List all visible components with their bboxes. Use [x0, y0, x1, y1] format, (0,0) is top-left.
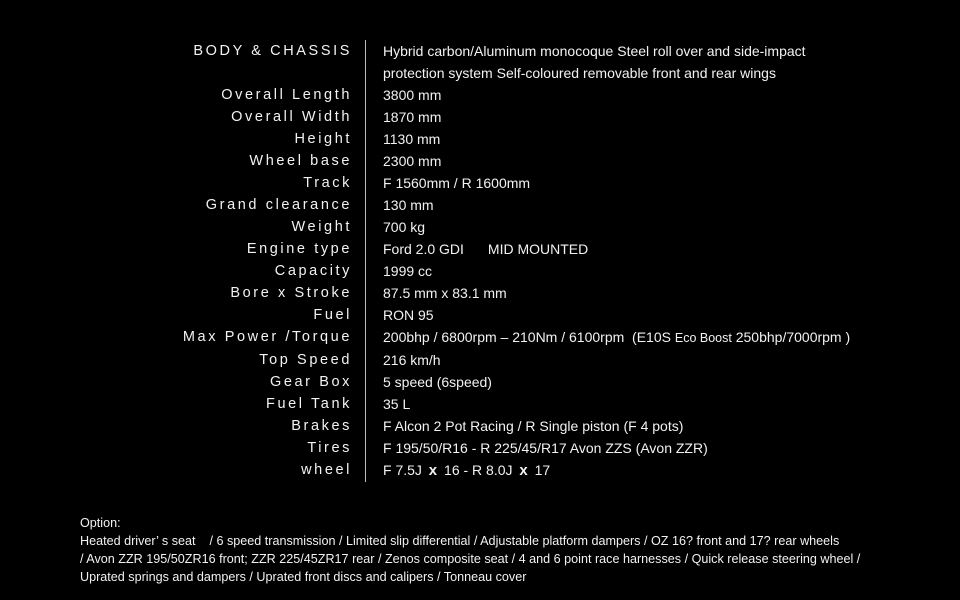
spec-row-height — [0, 128, 960, 150]
spec-row-bore-stroke — [0, 282, 960, 304]
spec-value: 35 L — [383, 396, 411, 412]
spec-label: Overall Width — [231, 109, 352, 125]
divider — [365, 415, 366, 437]
spec-value: 3800 mm — [383, 87, 442, 103]
spec-label: Grand clearance — [205, 197, 352, 213]
divider — [365, 150, 366, 172]
body-chassis-line2: protection system Self-coloured removable front and rear wings — [383, 65, 776, 81]
divider — [365, 172, 366, 194]
divider — [365, 238, 366, 260]
spec-table — [0, 40, 960, 482]
spec-value: 87.5 mm x 83.1 mm — [383, 285, 507, 301]
engine-mount: MID MOUNTED — [487, 241, 589, 257]
engine-model: Ford 2.0 GDI — [383, 241, 464, 257]
divider — [365, 194, 366, 216]
spec-value: F Alcon 2 Pot Racing / R Single piston (F 4 pots) — [383, 418, 684, 434]
divider — [365, 459, 366, 482]
spec-label: Wheel base — [249, 153, 352, 169]
spec-value: 2300 mm — [383, 153, 442, 169]
multiply-sign: x — [519, 462, 528, 479]
spec-row-overall-length — [0, 84, 960, 106]
spec-row-gear-box — [0, 371, 960, 393]
power-option-eco: Eco Boost — [674, 331, 732, 345]
wheel-front: F 7.5J — [383, 462, 422, 478]
divider — [365, 128, 366, 150]
divider — [365, 437, 366, 459]
spec-label: Bore x Stroke — [230, 285, 352, 301]
power-option-value: 250bhp/7000rpm ) — [735, 329, 851, 345]
spec-label: BODY & CHASSIS — [193, 43, 352, 59]
options-section — [80, 514, 910, 586]
spec-value: F 195/50/R16 - R 225/45/R17 Avon ZZS (Avon ZZR) — [383, 440, 708, 456]
spec-label: Track — [303, 175, 352, 191]
options-line-1: Heated driver’ s seat / 6 speed transmission / Limited slip differential / Adjustable platform dampers / OZ 16? front and 17? rear wheels — [80, 534, 840, 548]
spec-label: Brakes — [291, 418, 352, 434]
options-line-2: / Avon ZZR 195/50ZR16 front; ZZR 225/45ZR17 rear / Zenos composite seat / 4 and 6 point race harnesses / Quick release steering wheel / — [80, 552, 861, 566]
divider — [365, 326, 366, 349]
spec-value: 1999 cc — [383, 263, 433, 279]
divider — [365, 282, 366, 304]
options-line-3: Uprated springs and dampers / Uprated front discs and calipers / Tonneau cover — [80, 570, 527, 584]
spec-row-overall-width — [0, 106, 960, 128]
divider — [365, 106, 366, 128]
divider — [365, 371, 366, 393]
spec-value: 5 speed (6speed) — [383, 374, 492, 390]
spec-label: Top Speed — [259, 352, 352, 368]
spec-value: 1130 mm — [383, 131, 441, 147]
spec-label: Gear Box — [269, 374, 352, 390]
divider — [365, 260, 366, 282]
spec-row-engine-type — [0, 238, 960, 260]
spec-row-grand-clearance — [0, 194, 960, 216]
multiply-sign: x — [428, 462, 438, 479]
spec-row-fuel — [0, 304, 960, 326]
spec-value: F 1560mm / R 1600mm — [383, 175, 531, 191]
spec-value — [383, 326, 903, 349]
spec-value — [383, 238, 903, 260]
spec-row-top-speed — [0, 349, 960, 371]
spec-row-tires — [0, 437, 960, 459]
spec-label: Fuel Tank — [265, 396, 352, 412]
spec-row-wheel-base — [0, 150, 960, 172]
power-value: 200bhp / 6800rpm – 210Nm / 6100rpm — [383, 329, 625, 345]
spec-label: Overall Length — [221, 87, 352, 103]
divider — [365, 40, 366, 84]
divider — [365, 216, 366, 238]
spec-label: Weight — [291, 219, 352, 235]
spec-value — [383, 459, 903, 482]
spec-row-body-chassis — [0, 40, 960, 84]
spec-label: Tires — [307, 440, 352, 456]
divider — [365, 84, 366, 106]
spec-label: Fuel — [313, 307, 352, 323]
spec-value: 1870 mm — [383, 109, 442, 125]
spec-value: 216 km/h — [383, 352, 441, 368]
power-option-prefix: (E10S — [632, 329, 671, 345]
divider — [365, 393, 366, 415]
body-chassis-line1: Hybrid carbon/Aluminum monocoque Steel roll over and side-impact — [383, 43, 806, 59]
spec-row-brakes — [0, 415, 960, 437]
divider — [365, 349, 366, 371]
spec-label: Capacity — [274, 263, 352, 279]
spec-row-wheel — [0, 459, 960, 482]
wheel-rear-size: 17 — [534, 462, 551, 478]
spec-row-weight — [0, 216, 960, 238]
spec-row-fuel-tank — [0, 393, 960, 415]
spec-label: Engine type — [246, 241, 352, 257]
spec-row-track — [0, 172, 960, 194]
spec-value — [383, 40, 903, 84]
spec-value: 130 mm — [383, 197, 434, 213]
spec-row-max-power — [0, 326, 960, 349]
spec-value: 700 kg — [383, 219, 426, 235]
options-title: Option: — [80, 516, 121, 530]
spec-label: Max Power /Torque — [182, 329, 352, 345]
spec-row-capacity — [0, 260, 960, 282]
spec-label: wheel — [301, 462, 352, 478]
wheel-front-size: 16 - R 8.0J — [444, 462, 513, 478]
spec-label: Height — [294, 131, 352, 147]
divider — [365, 304, 366, 326]
spec-value: RON 95 — [383, 307, 434, 323]
